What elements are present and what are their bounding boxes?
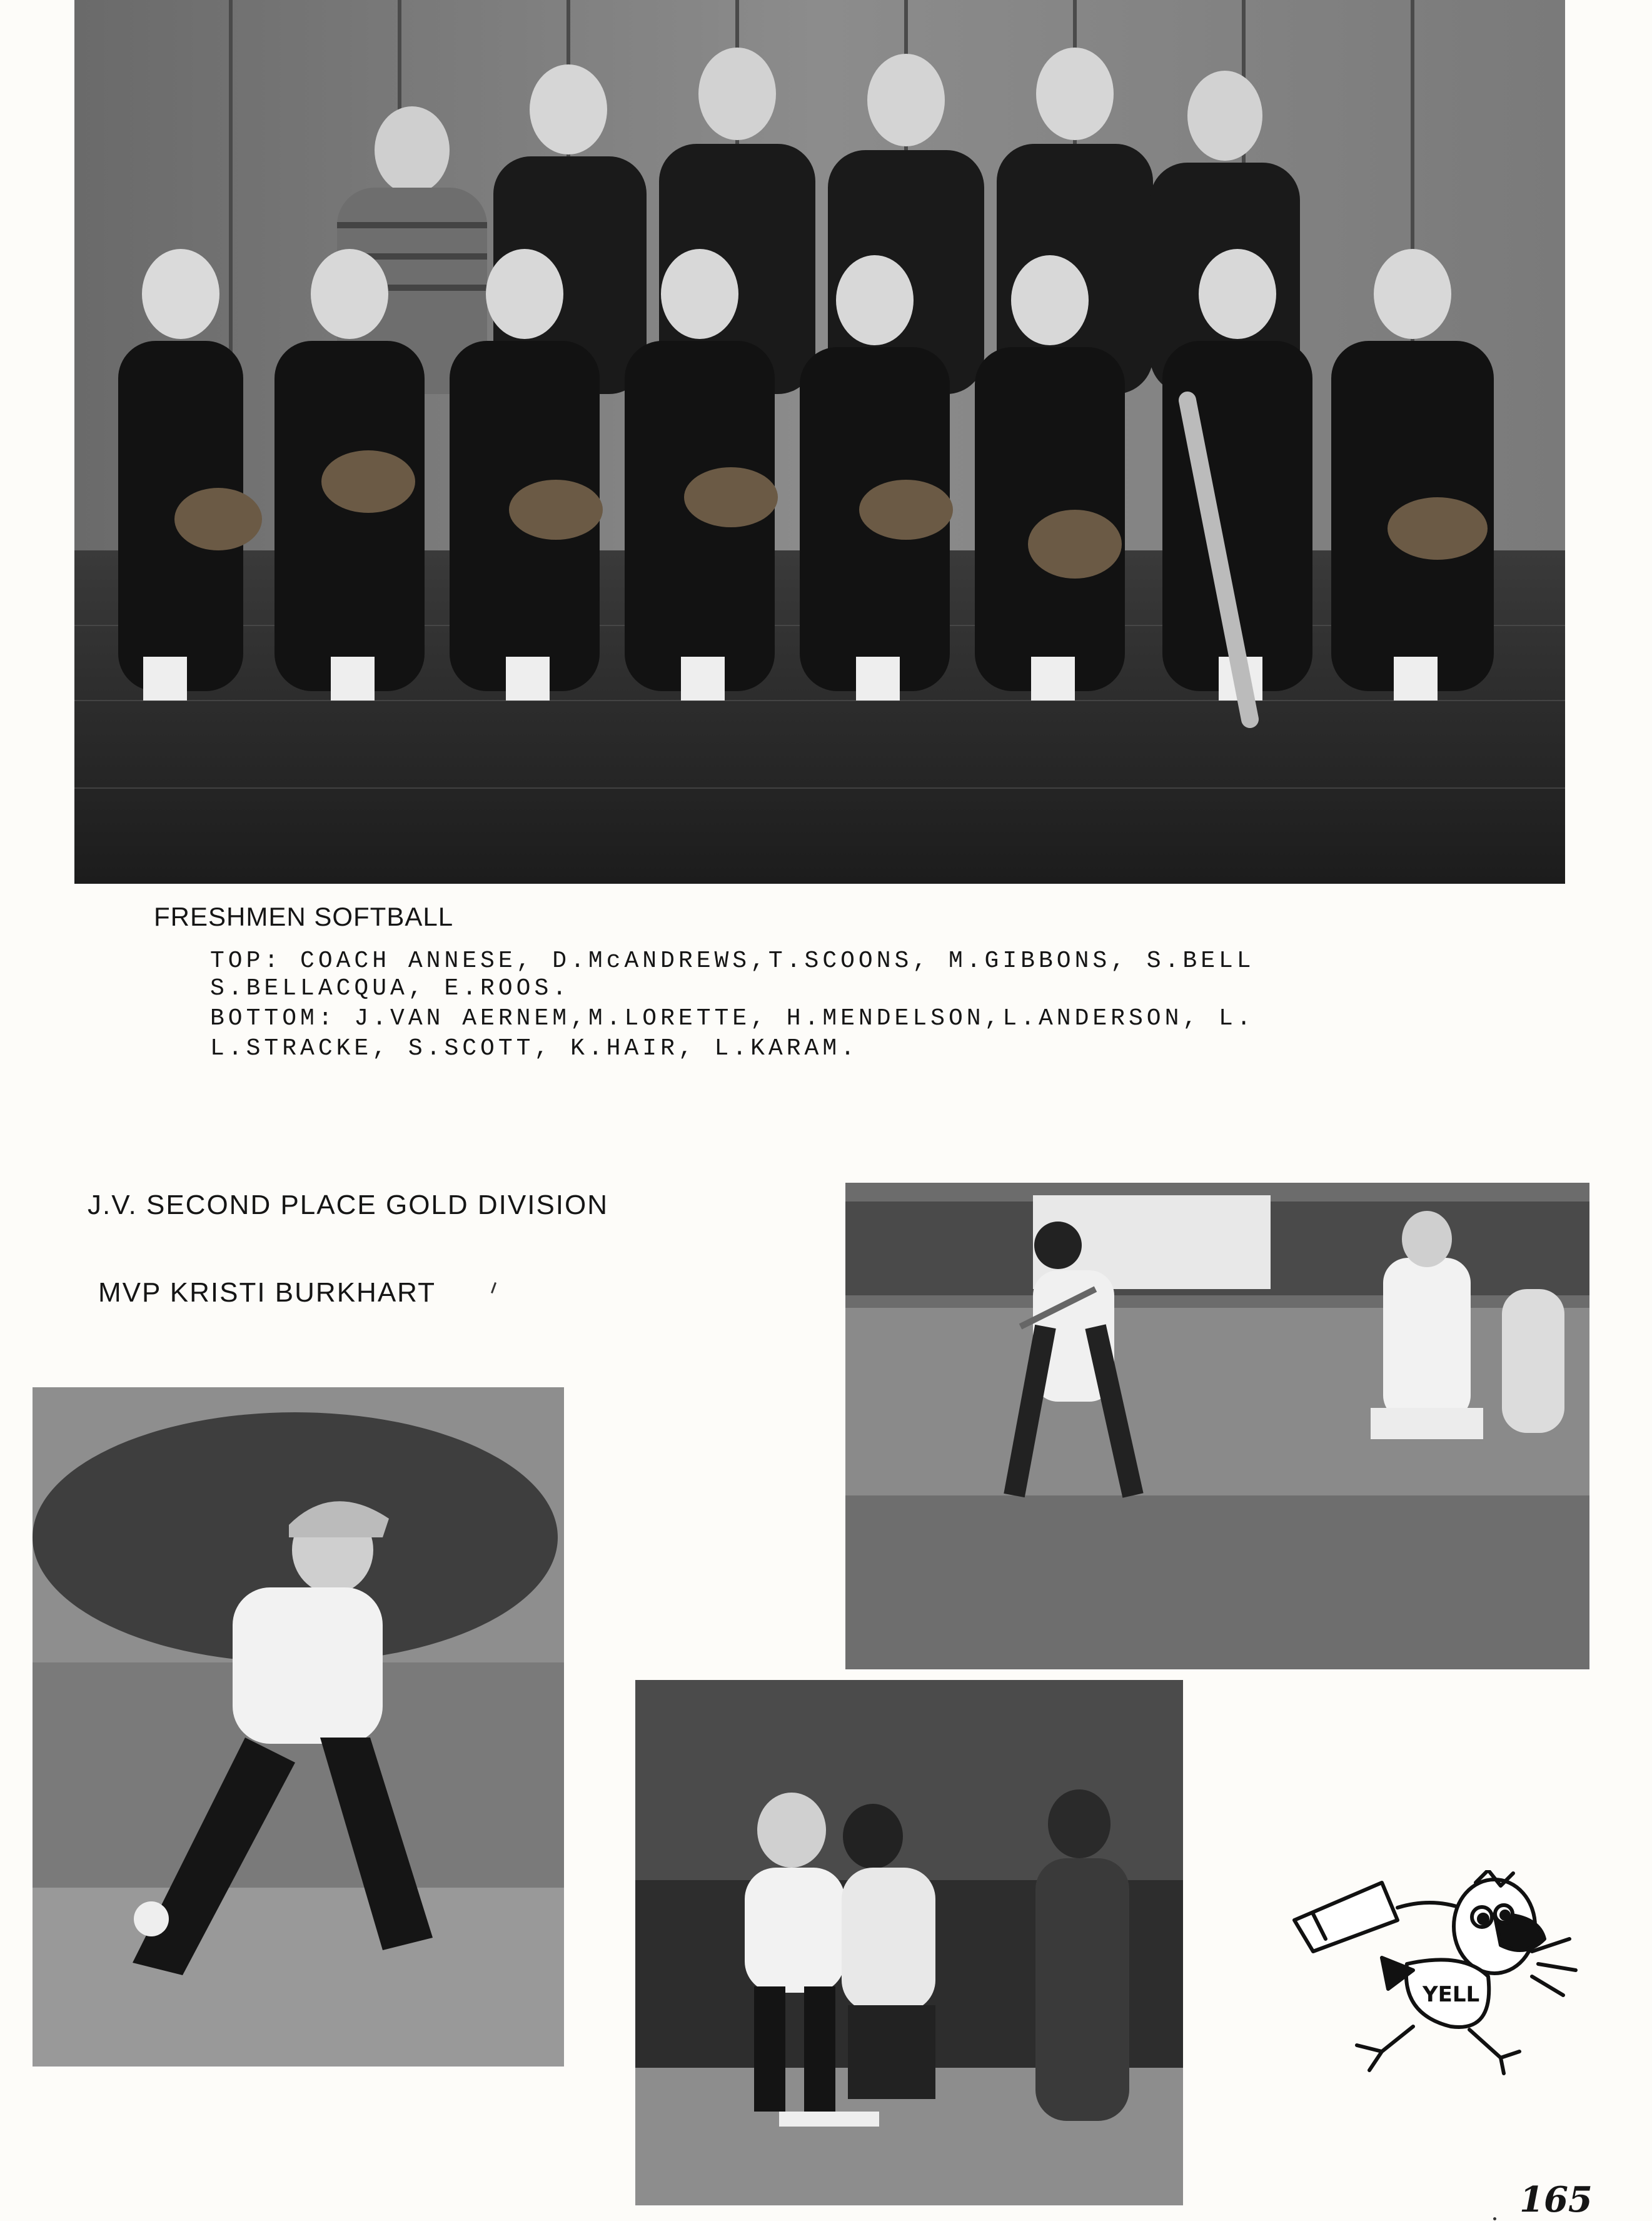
- batter-photo: [845, 1183, 1589, 1669]
- caption-line-bottom: BOTTOM: J.VAN AERNEM,M.LORETTE, H.MENDELSON,L.ANDERSON, L.: [210, 1005, 1255, 1032]
- cardinal-mascot-icon: [1288, 1870, 1582, 2077]
- freshmen-softball-title: FRESHMEN SOFTBALL: [154, 902, 454, 931]
- runner-photo: [635, 1680, 1183, 2205]
- team-photo: [74, 0, 1565, 884]
- caption-line-top-cont: S.BELLACQUA, E.ROOS.: [210, 975, 571, 1002]
- pitcher-photo: [33, 1387, 564, 2067]
- jv-heading: J.V. SECOND PLACE GOLD DIVISION: [88, 1190, 609, 1220]
- stray-dot: [1493, 2217, 1496, 2220]
- page-number: 165: [1519, 2179, 1593, 2220]
- stray-mark: [491, 1282, 496, 1293]
- caption-line-bottom-cont: L.STRACKE, S.SCOTT, K.HAIR, L.KARAM.: [210, 1035, 859, 1062]
- mascot-sign-text: YELL: [1423, 1982, 1480, 2007]
- mvp-heading: MVP KRISTI BURKHART: [98, 1277, 436, 1308]
- caption-line-top: TOP: COACH ANNESE, D.McANDREWS,T.SCOONS, M.GIBBONS, S.BELL: [210, 948, 1255, 974]
